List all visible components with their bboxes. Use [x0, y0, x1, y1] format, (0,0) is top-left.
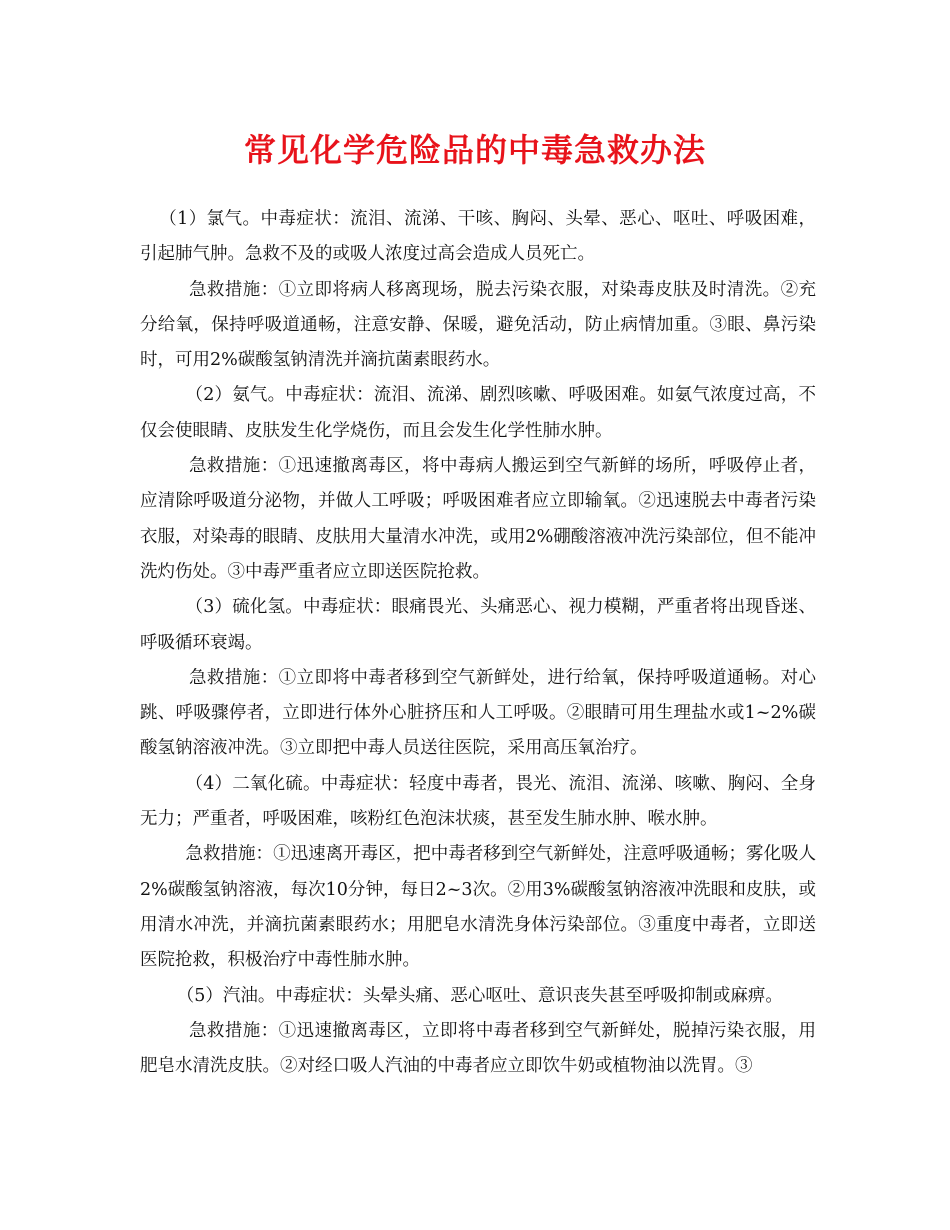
- document-body: [140, 202, 816, 1084]
- paragraph-chlorine-symptoms: （1）氯气。中毒症状：流泪、流涕、干咳、胸闷、头晕、恶心、呕吐、呼吸困难，引起肺气肿。急救不及的或吸人浓度过高会造成人员死亡。: [140, 209, 816, 265]
- paragraph-hydrogen-sulfide-first-aid: 急救措施：①立即将中毒者移到空气新鲜处，进行给氧，保持呼吸道通畅。对心跳、呼吸骤停者，立即进行体外心脏挤压和人工呼吸。②眼睛可用生理盐水或1~2%碳酸氢钠溶液冲洗。③立即把中毒人员送往医院，采用高压氧治疗。: [140, 667, 816, 759]
- paragraph-ammonia-symptoms: （2）氨气。中毒症状：流泪、流涕、剧烈咳嗽、呼吸困难。如氨气浓度过高，不仅会使眼睛、皮肤发生化学烧伤，而且会发生化学性肺水肿。: [140, 385, 816, 441]
- paragraph-ammonia-first-aid: 急救措施：①迅速撤离毒区，将中毒病人搬运到空气新鲜的场所，呼吸停止者，应清除呼吸道分泌物，并做人工呼吸；呼吸困难者应立即输氧。②迅速脱去中毒者污染衣服，对染毒的眼睛、皮肤用大量清水冲洗，或用2%硼酸溶液冲洗污染部位，但不能冲洗灼伤处。③中毒严重者应立即送医院抢救。: [140, 456, 816, 582]
- paragraph-chlorine-first-aid: 急救措施：①立即将病人移离现场，脱去污染衣服，对染毒皮肤及时清洗。②充分给氧，保持呼吸道通畅，注意安静、保暖，避免活动，防止病情加重。③眼、鼻污染时，可用2%碳酸氢钠清洗并滴抗菌素眼药水。: [140, 279, 816, 371]
- paragraph-gasoline-first-aid: 急救措施：①迅速撤离毒区，立即将中毒者移到空气新鲜处，脱掉污染衣服，用肥皂水清洗皮肤。②对经口吸人汽油的中毒者应立即饮牛奶或植物油以洗胃。③: [140, 1020, 816, 1077]
- paragraph-sulfur-dioxide-symptoms: （4）二氧化硫。中毒症状：轻度中毒者，畏光、流泪、流涕、咳嗽、胸闷、全身无力；严重者，呼吸困难，咳粉红色泡沫状痰，甚至发生肺水肿、喉水肿。: [140, 773, 816, 830]
- paragraph-hydrogen-sulfide-symptoms: （3）硫化氢。中毒症状：眼痛畏光、头痛恶心、视力模糊，严重者将出现昏迷、呼吸循环衰竭。: [140, 597, 816, 653]
- document-title: 常见化学危险品的中毒急救办法: [243, 131, 706, 169]
- paragraph-gasoline-symptoms: （5）汽油。中毒症状：头晕头痛、恶心呕吐、意识丧失甚至呼吸抑制或麻痹。: [176, 985, 783, 1006]
- paragraph-sulfur-dioxide-first-aid: 急救措施：①迅速离开毒区，把中毒者移到空气新鲜处，注意呼吸通畅；雾化吸人2%碳酸氢钠溶液，每次10分钟，每日2~3次。②用3%碳酸氢钠溶液冲洗眼和皮肤，或用清水冲洗，并滴抗菌素眼药水；用肥皂水清洗身体污染部位。③重度中毒者，立即送医院抢救，积极治疗中毒性肺水肿。: [140, 844, 816, 971]
